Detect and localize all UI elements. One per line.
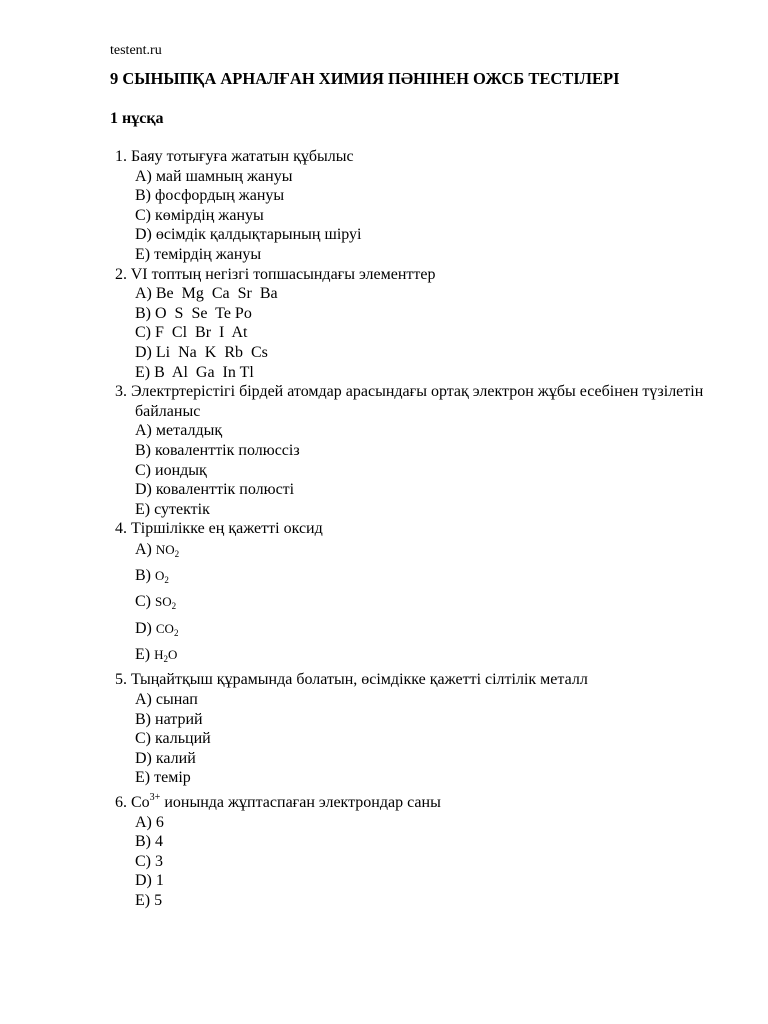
answer-option-c: C) F Cl Br I At: [135, 324, 248, 342]
question-4: [115, 519, 735, 670]
question-3: [115, 382, 735, 519]
answer-option-a: A) 6: [135, 813, 164, 831]
answer-option-c: C) иондық: [135, 461, 207, 479]
chemical-formula: $SO_2$: [155, 594, 177, 612]
answer-option-d: D) коваленттік полюсті: [135, 481, 295, 499]
answer-option-c: C) 3: [135, 852, 163, 870]
question-text: 6. $Co^{3+}$ ионында жұптаспаған электрондар саны: [115, 791, 441, 811]
document-title: 9 СЫНЫПҚА АРНАЛҒАН ХИМИЯ ПӘНІНЕН ОЖСБ ТЕСТІЛЕРІ: [110, 69, 620, 88]
answer-option-a: A) Be Mg Ca Sr Ba: [135, 285, 278, 303]
variant-label: 1 нұсқа: [110, 110, 164, 127]
answer-option-e: E) темірдің жануы: [135, 245, 262, 263]
answer-option-b: B) фосфордың жануы: [135, 187, 285, 205]
answer-option-a: A) металдық: [135, 422, 223, 440]
site-name: testent.ru: [110, 43, 162, 58]
answer-option-a: A) май шамның жануы: [135, 167, 293, 185]
answer-option-d: D) өсімдік қалдықтарының шіруі: [135, 226, 362, 244]
answer-option-e: E) темір: [135, 769, 191, 787]
option-letter: B): [135, 567, 151, 585]
answer-option-b: B) O S Se Te Po: [135, 304, 252, 322]
option-letter: E): [135, 646, 151, 664]
answer-option-b: B) 4: [135, 833, 163, 851]
question-6: [115, 788, 735, 911]
chemical-formula: $NO_2$: [155, 541, 180, 559]
answer-option-b: [115, 565, 735, 591]
chemical-formula: $O_2$: [155, 568, 169, 586]
answer-option-e: E) B Al Ga In Tl: [135, 363, 254, 381]
question-text: 5. Тыңайтқыш құрамында болатын, өсімдікке қажетті сілтілік металл: [115, 671, 588, 689]
ion-charge: 3+: [149, 791, 161, 803]
answer-option-c: [115, 591, 735, 617]
question-text: 3. Электртерістігі бірдей атомдар арасындағы ортақ электрон жұбы есебінен түзілетін байланыс: [115, 383, 704, 420]
question-5: [115, 670, 735, 788]
chemical-formula: $CO_2$: [155, 620, 179, 638]
answer-option-b: B) коваленттік полюссіз: [135, 441, 300, 459]
chemical-formula: $H_2O$: [154, 647, 178, 665]
question-2: [115, 265, 735, 383]
answer-option-e: E) сутектік: [135, 500, 210, 518]
question-1: [115, 147, 735, 265]
question-text: 4. Тіршілікке ең қажетті оксид: [115, 520, 323, 538]
question-text: 2. VI топтың негізгі топшасындағы элементтер: [115, 265, 436, 283]
answer-option-a: A) сынап: [135, 690, 198, 708]
option-letter: A): [135, 540, 152, 558]
answer-option-d: D) калий: [135, 749, 196, 767]
answer-option-d: D) 1: [135, 872, 164, 890]
answer-option-e: E) 5: [135, 891, 163, 909]
answer-option-d: D) Li Na K Rb Cs: [135, 343, 268, 361]
option-letter: D): [135, 619, 152, 637]
answer-option-b: B) натрий: [135, 710, 203, 728]
question-text: 1. Баяу тотығуға жататын құбылыс: [115, 148, 354, 165]
answer-option-d: [115, 618, 735, 644]
option-letter: C): [135, 593, 151, 611]
answer-option-c: C) көмірдің жануы: [135, 206, 264, 224]
answer-option-c: C) кальций: [135, 730, 211, 748]
question-list: [115, 147, 735, 910]
answer-option-e: [115, 644, 735, 670]
answer-option-a: [115, 539, 735, 565]
